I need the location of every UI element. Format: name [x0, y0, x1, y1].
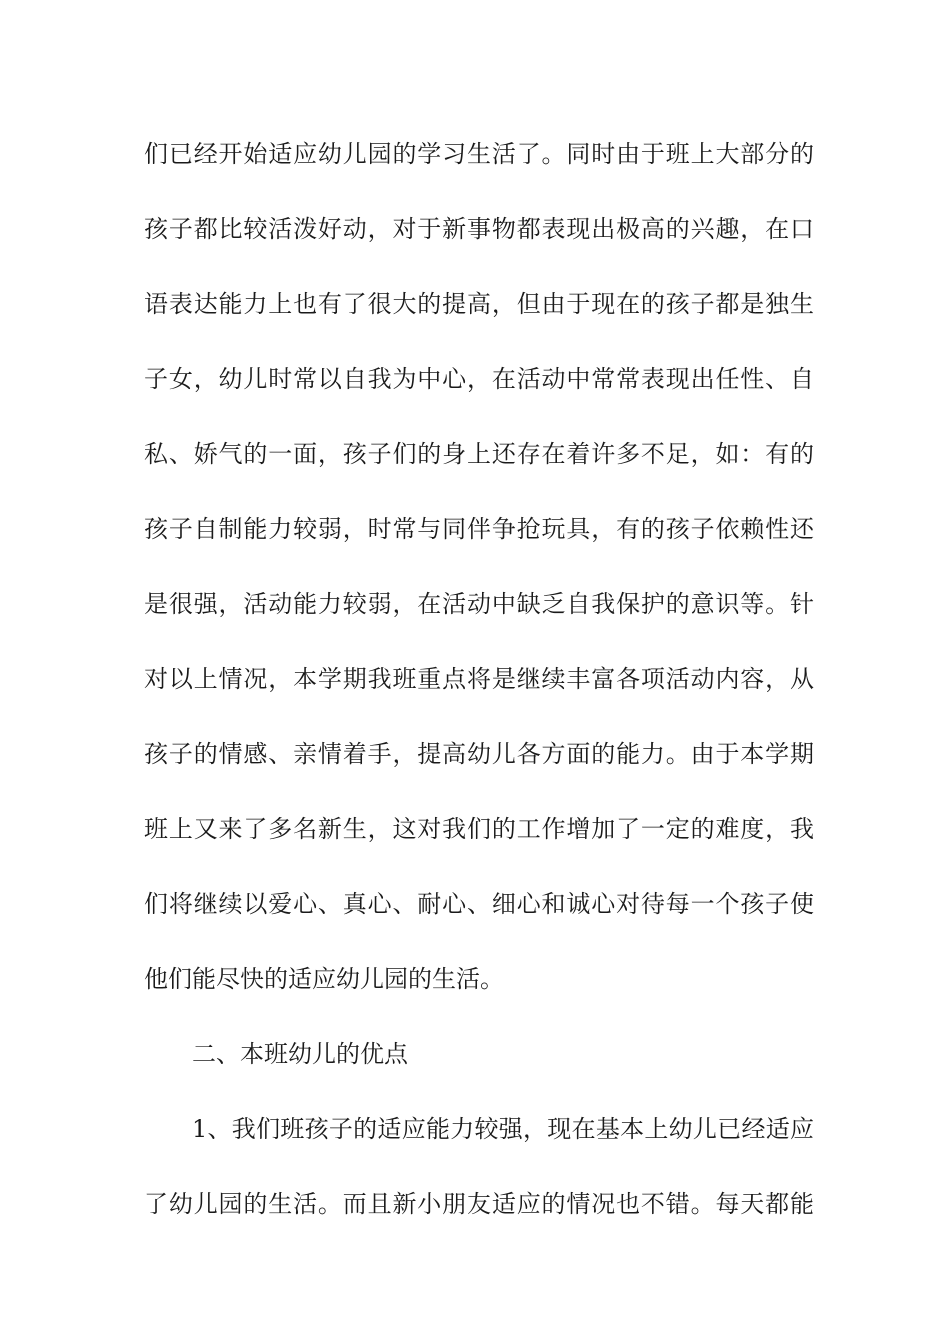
section-heading: 二、本班幼儿的优点 [192, 1040, 408, 1068]
paragraph-line: 私、娇气的一面，孩子们的身上还存在着许多不足，如：有的 [144, 440, 814, 468]
paragraph-line: 孩子都比较活泼好动，对于新事物都表现出极高的兴趣，在口 [144, 215, 814, 243]
paragraph-line: 们已经开始适应幼儿园的学习生活了。同时由于班上大部分的 [144, 140, 814, 168]
paragraph-line: 孩子的情感、亲情着手，提高幼儿各方面的能力。由于本学期 [144, 740, 814, 768]
paragraph-line: 班上又来了多名新生，这对我们的工作增加了一定的难度，我 [144, 815, 814, 843]
paragraph-line: 孩子自制能力较弱，时常与同伴争抢玩具，有的孩子依赖性还 [144, 515, 814, 543]
paragraph-line: 们将继续以爱心、真心、耐心、细心和诚心对待每一个孩子使 [144, 890, 814, 918]
item-line: 1、我们班孩子的适应能力较强，现在基本上幼儿已经适应 [192, 1115, 814, 1143]
item-line: 了幼儿园的生活。而且新小朋友适应的情况也不错。每天都能 [144, 1190, 814, 1218]
paragraph-line: 对以上情况，本学期我班重点将是继续丰富各项活动内容，从 [144, 665, 814, 693]
paragraph-line: 语表达能力上也有了很大的提高，但由于现在的孩子都是独生 [144, 290, 814, 318]
paragraph-line: 他们能尽快的适应幼儿园的生活。 [144, 965, 504, 993]
paragraph-line: 是很强，活动能力较弱，在活动中缺乏自我保护的意识等。针 [144, 590, 814, 618]
paragraph-line: 子女，幼儿时常以自我为中心，在活动中常常表现出任性、自 [144, 365, 814, 393]
